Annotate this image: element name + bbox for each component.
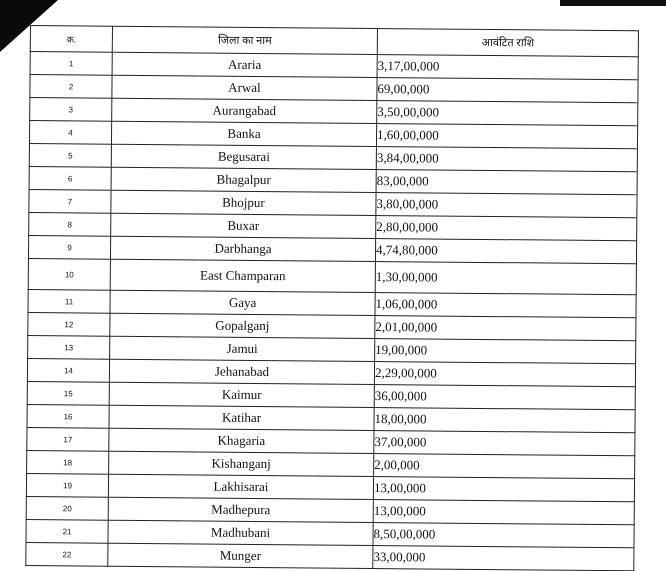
amount-cell: 13,00,000 — [373, 500, 634, 525]
serial-number-cell: 22 — [26, 542, 108, 566]
district-cell: Gaya — [110, 290, 375, 315]
amount-cell: 83,00,000 — [376, 170, 637, 195]
amount-cell: 13,00,000 — [373, 477, 634, 502]
district-cell: Banka — [111, 121, 376, 146]
district-cell: Begusarai — [111, 144, 376, 169]
amount-cell: 3,17,00,000 — [377, 55, 638, 80]
district-cell: Katihar — [109, 405, 374, 430]
amount-cell: 2,29,00,000 — [374, 362, 635, 387]
serial-number-cell: 10 — [28, 258, 110, 290]
serial-number-cell: 15 — [27, 381, 109, 405]
amount-cell: 1,06,00,000 — [375, 293, 636, 318]
district-cell: Darbhanga — [110, 236, 375, 261]
amount-cell: 2,80,00,000 — [376, 216, 637, 241]
header-district-name: जिला का नाम — [112, 26, 377, 54]
amount-cell: 3,80,00,000 — [376, 193, 637, 218]
serial-number-cell: 18 — [27, 450, 109, 474]
district-cell: Jehanabad — [109, 359, 374, 384]
scan-edge-shadow — [560, 0, 666, 6]
serial-number-cell: 13 — [28, 335, 110, 359]
serial-number-cell: 7 — [29, 189, 111, 213]
serial-number-cell: 21 — [26, 519, 108, 543]
district-cell: Madhubani — [108, 520, 373, 545]
serial-number-cell: 1 — [30, 52, 112, 76]
district-cell: Lakhisarai — [108, 474, 373, 499]
serial-number-cell: 4 — [29, 121, 111, 145]
serial-number-cell: 14 — [27, 358, 109, 382]
serial-number-cell: 20 — [26, 496, 108, 520]
district-cell: Arwal — [112, 75, 377, 100]
district-cell: Kaimur — [109, 382, 374, 407]
allocation-table — [25, 25, 639, 571]
serial-number-cell: 3 — [30, 98, 112, 122]
table-row — [26, 542, 634, 570]
amount-cell: 3,84,00,000 — [376, 147, 637, 172]
header-serial-number: क्र. — [30, 26, 112, 53]
serial-number-cell: 12 — [28, 312, 110, 336]
amount-cell: 1,60,00,000 — [376, 124, 637, 149]
serial-number-cell: 16 — [27, 404, 109, 428]
amount-cell: 8,50,00,000 — [373, 523, 634, 548]
serial-number-cell: 11 — [28, 289, 110, 313]
amount-cell: 3,50,00,000 — [377, 101, 638, 126]
district-cell: Gopalganj — [110, 313, 375, 338]
district-cell: Kishanganj — [109, 451, 374, 476]
district-cell: East Champaran — [110, 259, 375, 292]
serial-number-cell: 17 — [27, 427, 109, 451]
header-allocated-amount: आवंटित राशि — [377, 29, 638, 57]
amount-cell: 69,00,000 — [377, 78, 638, 103]
table-body — [26, 52, 638, 571]
district-cell: Buxar — [111, 213, 376, 238]
serial-number-cell: 8 — [29, 212, 111, 236]
amount-cell: 4,74,80,000 — [375, 239, 636, 264]
serial-number-cell: 2 — [30, 75, 112, 99]
serial-number-cell: 5 — [29, 143, 111, 167]
district-cell: Khagaria — [109, 428, 374, 453]
serial-number-cell: 6 — [29, 166, 111, 190]
district-cell: Aurangabad — [112, 98, 377, 123]
amount-cell: 36,00,000 — [374, 385, 635, 410]
serial-number-cell: 9 — [28, 235, 110, 259]
district-cell: Bhagalpur — [111, 167, 376, 192]
amount-cell: 33,00,000 — [373, 546, 634, 571]
district-cell: Jamui — [110, 336, 375, 361]
amount-cell: 18,00,000 — [374, 408, 635, 433]
district-cell: Araria — [112, 52, 377, 77]
amount-cell: 1,30,00,000 — [375, 262, 636, 295]
amount-cell: 37,00,000 — [374, 431, 635, 456]
district-cell: Madhepura — [108, 497, 373, 522]
district-cell: Munger — [108, 543, 373, 568]
amount-cell: 2,00,000 — [374, 454, 635, 479]
district-cell: Bhojpur — [111, 190, 376, 215]
amount-cell: 2,01,00,000 — [375, 316, 636, 341]
serial-number-cell: 19 — [26, 473, 108, 497]
amount-cell: 19,00,000 — [375, 339, 636, 364]
